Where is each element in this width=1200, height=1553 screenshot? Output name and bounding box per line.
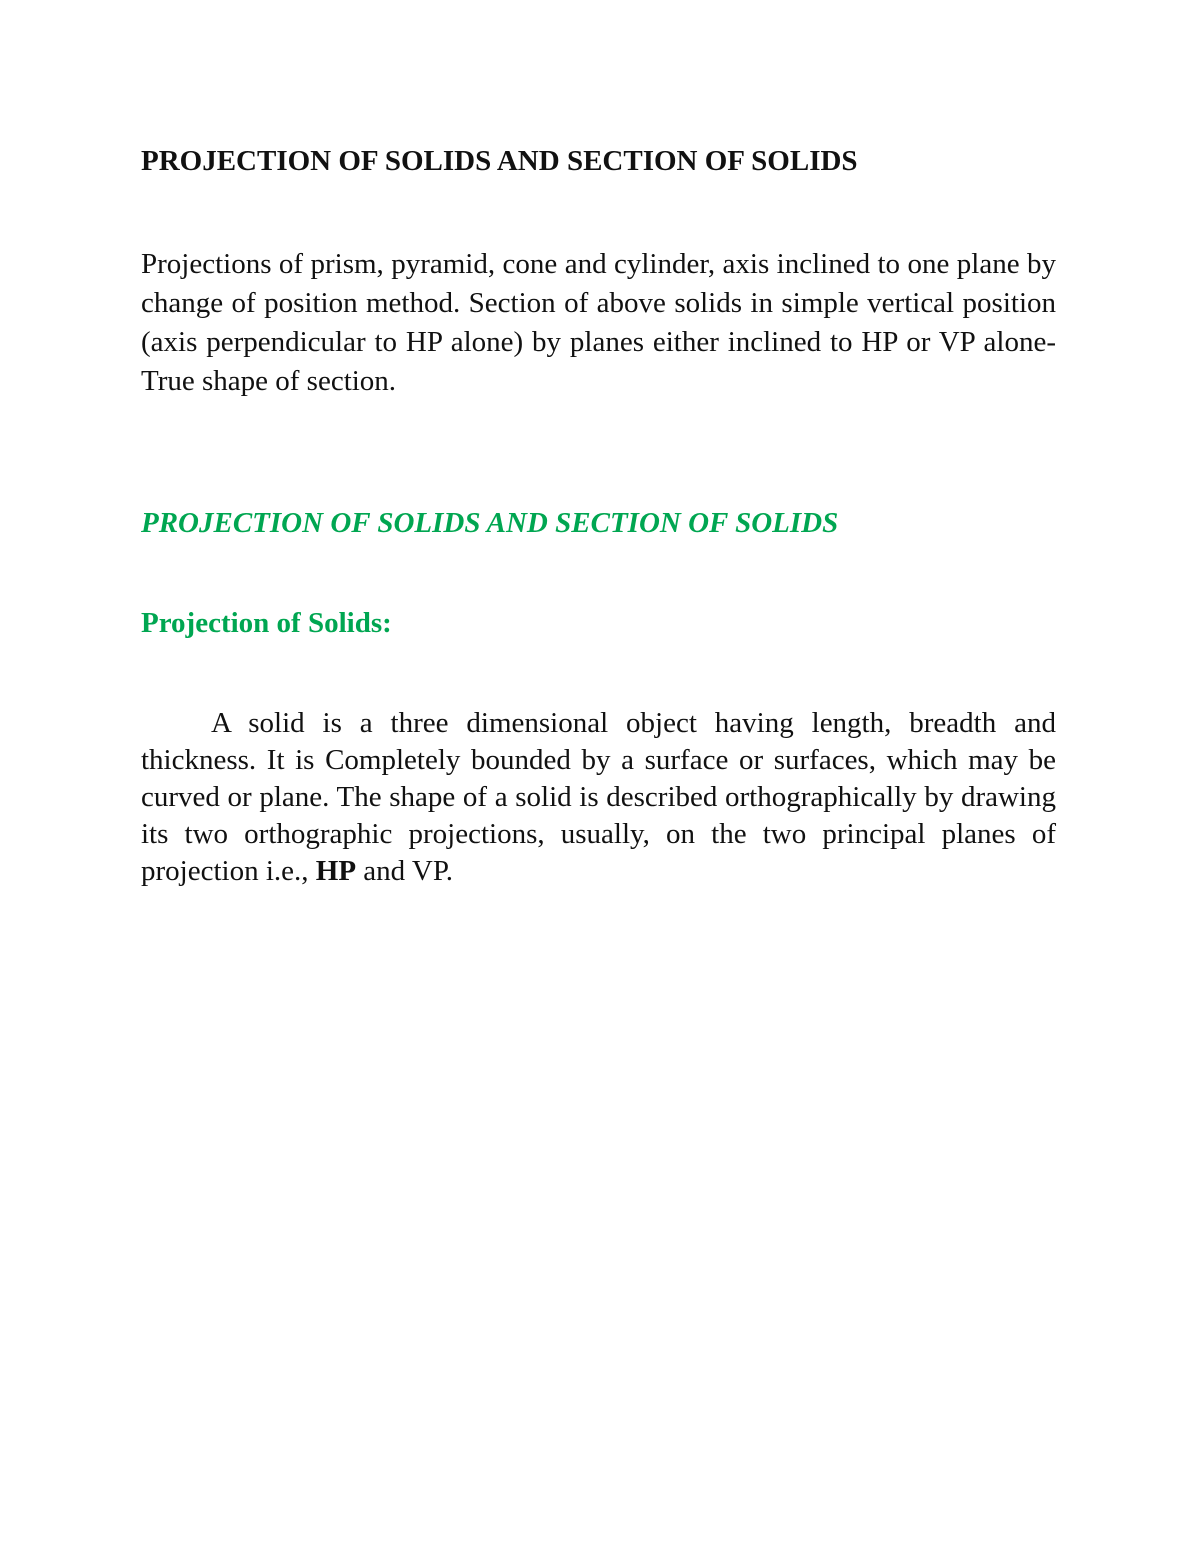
intro-paragraph: Projections of prism, pyramid, cone and cylinder, axis inclined to one plane by change of position method. Section of above solids in simple vertical position (axis perpendicular to HP alone) by planes either inclined to HP or VP alone- True shape of section. xyxy=(141,248,1056,397)
main-heading: PROJECTION OF SOLIDS AND SECTION OF SOLIDS xyxy=(141,145,858,177)
body-text-before-bold: A solid is a three dimensional object having length, breadth and thickness. It is Completely bounded by a surface or surfaces, which may be curved or plane. The shape of a solid is described orthographically by drawing its two orthographic projections, usually, on the two principal planes of projection i.e., xyxy=(141,707,1056,887)
body-text-after-bold: and VP. xyxy=(356,855,454,887)
bold-term-hp: HP xyxy=(315,855,357,887)
body-paragraph xyxy=(141,705,1056,890)
subheading-projection-of-solids: Projection of Solids: xyxy=(141,607,392,639)
section-heading: PROJECTION OF SOLIDS AND SECTION OF SOLIDS xyxy=(141,507,839,539)
